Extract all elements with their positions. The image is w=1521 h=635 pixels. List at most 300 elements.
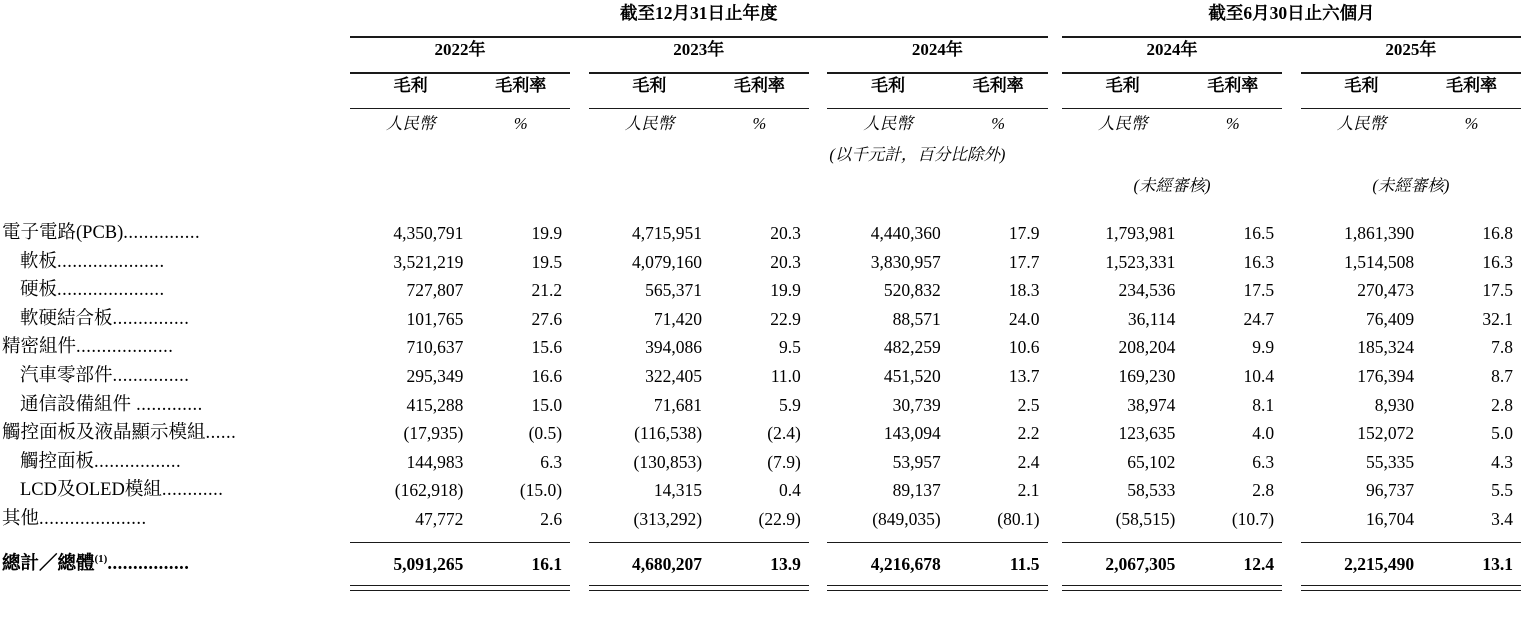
yr-rule-gap-4 [1282,65,1301,74]
cell-amount: (17,935) [403,423,464,444]
value-gap [570,419,589,448]
cell-amount: 3,830,957 [870,251,941,272]
unit-gap-2 [809,109,828,139]
sub-rule-amount-2023 [589,100,710,109]
row-label [0,219,350,248]
row-label-leader: ............ [161,480,224,501]
table-row [0,476,1521,505]
cell-percent: 19.5 [531,251,563,272]
value-gap [1282,362,1301,391]
total-top-rule [350,534,471,543]
total-bottom-rule [1301,581,1422,591]
table-row [0,248,1521,277]
total-top-rule-row [0,534,1521,543]
cell-amount: 47,772 [415,508,464,529]
cell-percent: 6.3 [540,451,563,472]
cell-percent: 2.6 [540,508,563,529]
cell-percent: 24.7 [1243,308,1275,329]
cell-percent: 2.5 [1017,394,1040,415]
basis-gap-a [570,139,589,170]
row-label-text: 汽車零部件 [20,365,113,386]
cell-percent: 19.9 [531,223,563,243]
row-label-text: 軟板 [20,251,58,272]
unit-currency-2024a: 人民幣 [863,114,913,133]
unit-currency-2024i: 人民幣 [1097,114,1148,133]
sub-rule-amount-2024a [827,100,948,109]
cell-amount: 322,405 [645,365,703,386]
unaud-gap-1 [570,170,589,201]
total-bottom-rule [827,581,948,591]
row-label-leader: ............... [112,365,190,386]
cell-percent: 5.5 [1491,480,1513,501]
cell-amount: 185,324 [1357,337,1415,358]
cell-amount: 71,681 [653,394,703,415]
total-bottom-rule [949,581,1048,591]
cell-amount: (313,292) [633,508,703,529]
year-spacer-label [0,38,350,65]
total-dbl-gap [570,581,589,591]
row-label [0,333,350,362]
year-rule-2025-interim [1301,65,1521,74]
cell-amount: 394,086 [645,337,703,358]
row-label-text: 其他 [2,508,40,529]
year-rule-2023 [589,65,809,74]
row-label [0,391,350,420]
table-row [0,219,1521,248]
year-rule-row [0,65,1521,74]
cell-amount: 4,715,951 [632,223,703,243]
table-row [0,362,1521,391]
cell-percent: 17.9 [1008,223,1040,243]
value-gap [1048,305,1062,334]
basis-note-row [0,139,1521,170]
value-gap [1282,543,1301,581]
cell-percent: 16.3 [1482,251,1513,272]
sub-rule-amount-2025i [1301,100,1422,109]
value-gap [570,276,589,305]
cell-percent: (2.4) [767,423,801,444]
year-2022: 2022年 [434,40,486,59]
sub-gap-1 [570,74,589,100]
subheader-percent-2025i: 毛利率 [1446,76,1498,95]
cell-amount: 1,793,981 [1105,223,1176,243]
sub-rule-percent-2024a [949,100,1048,109]
unaudited-note-2025: (未經審核) [1372,176,1450,195]
row-label-leader: ..................... [57,251,165,272]
unit-gap-4 [1282,109,1301,139]
value-gap [1048,333,1062,362]
cell-amount: 176,394 [1357,365,1415,386]
value-gap [570,476,589,505]
cell-percent: (7.9) [767,451,801,472]
cell-amount: 727,807 [406,280,464,301]
value-gap [1282,333,1301,362]
sub-rule-gap-3 [1048,100,1062,109]
cell-amount: (58,515) [1115,508,1176,529]
row-label-leader: ............... [112,308,190,329]
group-rule-row [0,29,1521,38]
total-dbl-gap [1048,581,1062,591]
cell-amount: 55,335 [1365,451,1415,472]
sub-rule-gap-1 [570,100,589,109]
value-gap [1048,505,1062,534]
row-label-text: 觸控面板 [20,451,95,472]
year-2025-interim: 2025年 [1385,40,1437,59]
corner-cell [0,0,350,29]
year-rule-2024-interim [1062,65,1282,74]
value-gap [1282,248,1301,277]
row-label-text: 通信設備組件 [20,394,132,415]
cell-percent: 12.4 [1243,553,1275,574]
cell-amount: 1,861,390 [1344,223,1415,243]
row-label [0,505,350,534]
year-gap-3 [1048,38,1062,65]
value-gap [570,543,589,581]
cell-percent: 2.4 [1017,451,1040,472]
cell-percent: 16.3 [1243,251,1275,272]
cell-percent: 27.6 [531,308,563,329]
sub-rule-spacer [0,100,350,109]
unit-row [0,109,1521,139]
year-2024-interim: 2024年 [1146,40,1198,59]
value-gap [809,505,828,534]
row-label-text: 精密組件 [2,337,77,358]
cell-amount: 1,514,508 [1344,251,1415,272]
unit-currency-2022: 人民幣 [385,114,436,133]
total-dbl-spacer [0,581,350,591]
cell-percent: 20.3 [770,251,801,272]
value-gap [809,476,828,505]
cell-amount: (849,035) [872,508,941,529]
sub-rule-percent-2025i [1422,100,1521,109]
total-rule-gap [570,534,589,543]
sub-rule-amount-2022 [350,100,471,109]
cell-percent: 2.8 [1491,394,1513,415]
table-row [0,419,1521,448]
cell-percent: 11.5 [1009,553,1040,574]
total-dbl-gap [1282,581,1301,591]
unaud-gap-4 [1282,170,1301,201]
total-top-rule [471,534,570,543]
table-row [0,305,1521,334]
cell-percent: 15.6 [531,337,563,358]
cell-amount: 36,114 [1127,308,1176,329]
row-label-leader: ..................... [39,508,147,529]
cell-percent: 17.5 [1243,280,1275,301]
total-footnote-marker: (1) [94,552,108,565]
total-rule-gap [1048,534,1062,543]
year-2023: 2023年 [673,40,725,59]
value-gap [570,219,589,248]
cell-percent: 22.9 [770,308,801,329]
table-body [0,219,1521,591]
cell-amount: 143,094 [883,423,941,444]
row-label-text: 軟硬結合板 [20,308,113,329]
value-gap [1282,476,1301,505]
cell-amount: 16,704 [1365,508,1415,529]
cell-percent: (15.0) [519,480,563,501]
total-bottom-rule [1062,581,1183,591]
value-gap [1048,391,1062,420]
row-label [0,476,350,505]
cell-percent: 0.4 [778,480,801,501]
unit-currency-2023: 人民幣 [624,114,675,133]
value-gap [1048,362,1062,391]
basis-pad-mid [589,139,809,170]
cell-percent: 2.1 [1017,480,1040,501]
unit-currency-2025i: 人民幣 [1336,114,1387,133]
year-rule-2024-annual [827,65,1047,74]
cell-amount: 5,091,265 [393,553,464,574]
group-rule-interim [1062,29,1521,38]
table-row [0,276,1521,305]
total-bottom-rule [1183,581,1282,591]
cell-percent: 16.6 [531,365,563,386]
value-gap [809,362,828,391]
unit-percent-2024i: % [1225,114,1240,133]
cell-amount: 4,350,791 [393,223,464,243]
total-label [0,543,350,581]
table-row [0,505,1521,534]
total-label-text: 總計／總體 [2,553,95,574]
unit-spacer-label [0,109,350,139]
basis-gap-b [809,139,828,170]
cell-amount: 565,371 [645,280,703,301]
year-gap-2 [809,38,828,65]
cell-percent: 19.9 [770,280,801,301]
value-gap [1048,219,1062,248]
row-label [0,419,350,448]
value-gap [1282,305,1301,334]
basis-note: (以千元計，百分比除外) [829,145,1006,164]
row-label [0,248,350,277]
total-top-rule [949,534,1048,543]
row-label-leader: ..................... [57,280,165,301]
cell-amount: 451,520 [883,365,941,386]
value-gap [1282,419,1301,448]
sub-rule-percent-2022 [471,100,570,109]
cell-amount: 152,072 [1357,423,1415,444]
cell-percent: (0.5) [528,423,563,444]
table-row [0,391,1521,420]
cell-percent: 16.8 [1482,223,1513,243]
value-gap [570,505,589,534]
cell-amount: 1,523,331 [1105,251,1176,272]
row-label [0,448,350,477]
total-bottom-rule [471,581,570,591]
cell-amount: 30,739 [892,394,941,415]
subheader-percent-2022: 毛利率 [495,76,547,95]
unit-percent-2022: % [513,114,528,133]
sub-rule-gap-2 [809,100,828,109]
subheader-amount-2024a: 毛利 [871,76,906,95]
cell-percent: 20.3 [770,223,801,243]
value-gap [570,448,589,477]
subheader-amount-2022: 毛利 [393,76,428,95]
row-label [0,362,350,391]
cell-percent: 2.8 [1252,480,1275,501]
cell-amount: 58,533 [1127,480,1176,501]
cell-percent: 8.7 [1491,365,1513,386]
cell-amount: 96,737 [1365,480,1415,501]
cell-amount: 8,930 [1374,394,1415,415]
cell-percent: 9.9 [1252,337,1275,358]
cell-percent: 17.5 [1482,280,1513,301]
row-label [0,276,350,305]
value-gap [1048,248,1062,277]
row-label-leader: ............. [131,394,203,415]
sub-rule-gap-4 [1282,100,1301,109]
cell-amount: 4,440,360 [870,223,941,243]
total-rule-gap [809,534,828,543]
cell-percent: 10.6 [1008,337,1040,358]
cell-amount: 14,315 [653,480,703,501]
cell-amount: 520,832 [883,280,941,301]
cell-percent: 16.5 [1243,223,1275,243]
rule-spacer-label [0,29,350,38]
cell-amount: 88,571 [892,308,941,329]
year-gap-4 [1282,38,1301,65]
year-2024-annual: 2024年 [911,40,963,59]
group-title-annual: 截至12月31日止年度 [619,3,778,23]
sub-rule-percent-2024i [1183,100,1282,109]
cell-amount: 65,102 [1127,451,1176,472]
row-label-leader: ...... [205,423,237,444]
cell-amount: 270,473 [1357,280,1415,301]
value-gap [1282,391,1301,420]
cell-percent: 2.2 [1017,423,1040,444]
value-gap [570,362,589,391]
row-label-text: 電子電路(PCB) [2,223,124,243]
cell-amount: 4,680,207 [632,553,703,574]
cell-percent: 15.0 [531,394,563,415]
cell-amount: 89,137 [892,480,941,501]
value-gap [1282,505,1301,534]
total-top-rule [1301,534,1422,543]
total-top-rule [1062,534,1183,543]
row-label-leader: ............... [123,223,201,243]
value-gap [1282,448,1301,477]
yr-rule-spacer [0,65,350,74]
total-bottom-rule [350,581,471,591]
cell-percent: (80.1) [997,508,1040,529]
row-label-text: 觸控面板及液晶顯示模組 [2,423,206,444]
value-gap [1048,419,1062,448]
sub-gap-3 [1048,74,1062,100]
group-gap [1048,0,1062,29]
cell-percent: 5.0 [1491,423,1513,444]
value-gap [570,391,589,420]
cell-percent: 10.4 [1243,365,1275,386]
value-gap [809,276,828,305]
row-label-text: LCD及OLED模組 [20,480,162,501]
total-top-rule [1422,534,1521,543]
unaud-spacer [0,170,350,201]
cell-percent: 24.0 [1008,308,1040,329]
cell-percent: 9.5 [778,337,801,358]
value-gap [570,333,589,362]
unaudited-note-row [0,170,1521,201]
total-rule-spacer [0,534,350,543]
year-title-row [0,38,1521,65]
value-gap [1048,476,1062,505]
cell-percent: 4.3 [1491,451,1513,472]
cell-amount: (130,853) [633,451,703,472]
cell-amount: 415,288 [406,394,464,415]
subheader-amount-2024i: 毛利 [1105,76,1140,95]
subheader-row [0,74,1521,100]
value-gap [1048,543,1062,581]
total-top-rule [589,534,710,543]
value-gap [1282,219,1301,248]
cell-percent: 8.1 [1252,394,1275,415]
unaud-pad-1 [350,170,570,201]
unaud-gap-2 [809,170,828,201]
cell-percent: 13.1 [1482,553,1513,574]
cell-percent: (10.7) [1231,508,1275,529]
row-label-leader: ................... [76,337,174,358]
cell-percent: 17.7 [1008,251,1040,272]
total-rule-gap [1282,534,1301,543]
cell-amount: 295,349 [406,365,464,386]
cell-percent: 4.0 [1252,423,1275,444]
rule-gap [1048,29,1062,38]
total-row [0,543,1521,581]
sub-rule-percent-2023 [710,100,809,109]
cell-percent: 11.0 [770,365,801,386]
table-row [0,333,1521,362]
subheader-amount-2025i: 毛利 [1344,76,1379,95]
year-rule-2022 [350,65,570,74]
total-bottom-rule [589,581,710,591]
value-gap [1048,448,1062,477]
value-gap [1048,276,1062,305]
value-gap [809,448,828,477]
cell-amount: 101,765 [406,308,464,329]
sub-gap-2 [809,74,828,100]
basis-pad-left [350,139,570,170]
yr-rule-gap-2 [809,65,828,74]
value-gap [809,419,828,448]
group-rule-annual [350,29,1048,38]
cell-amount: 4,216,678 [870,553,941,574]
cell-percent: 18.3 [1008,280,1040,301]
unaud-gap-3 [1048,170,1062,201]
value-gap [570,248,589,277]
value-gap [809,248,828,277]
group-title-interim: 截至6月30日止六個月 [1208,3,1375,23]
subheader-amount-2023: 毛利 [632,76,667,95]
total-top-rule [1183,534,1282,543]
unit-percent-2023: % [752,114,767,133]
header-body-spacer [0,201,1521,219]
cell-amount: 208,204 [1118,337,1176,358]
cell-amount: 2,215,490 [1344,553,1415,574]
cell-amount: 123,635 [1118,423,1176,444]
cell-amount: (116,538) [634,423,703,444]
row-label [0,305,350,334]
total-top-rule [710,534,809,543]
cell-percent: 13.9 [770,553,801,574]
cell-amount: 4,079,160 [632,251,703,272]
unaud-pad-2 [589,170,809,201]
header-body-spacer-cell [0,201,1521,219]
cell-percent: (22.9) [758,508,801,529]
total-bottom-rule [710,581,809,591]
total-bottom-rule [1422,581,1521,591]
cell-amount: 169,230 [1118,365,1176,386]
unit-percent-2024a: % [991,114,1006,133]
